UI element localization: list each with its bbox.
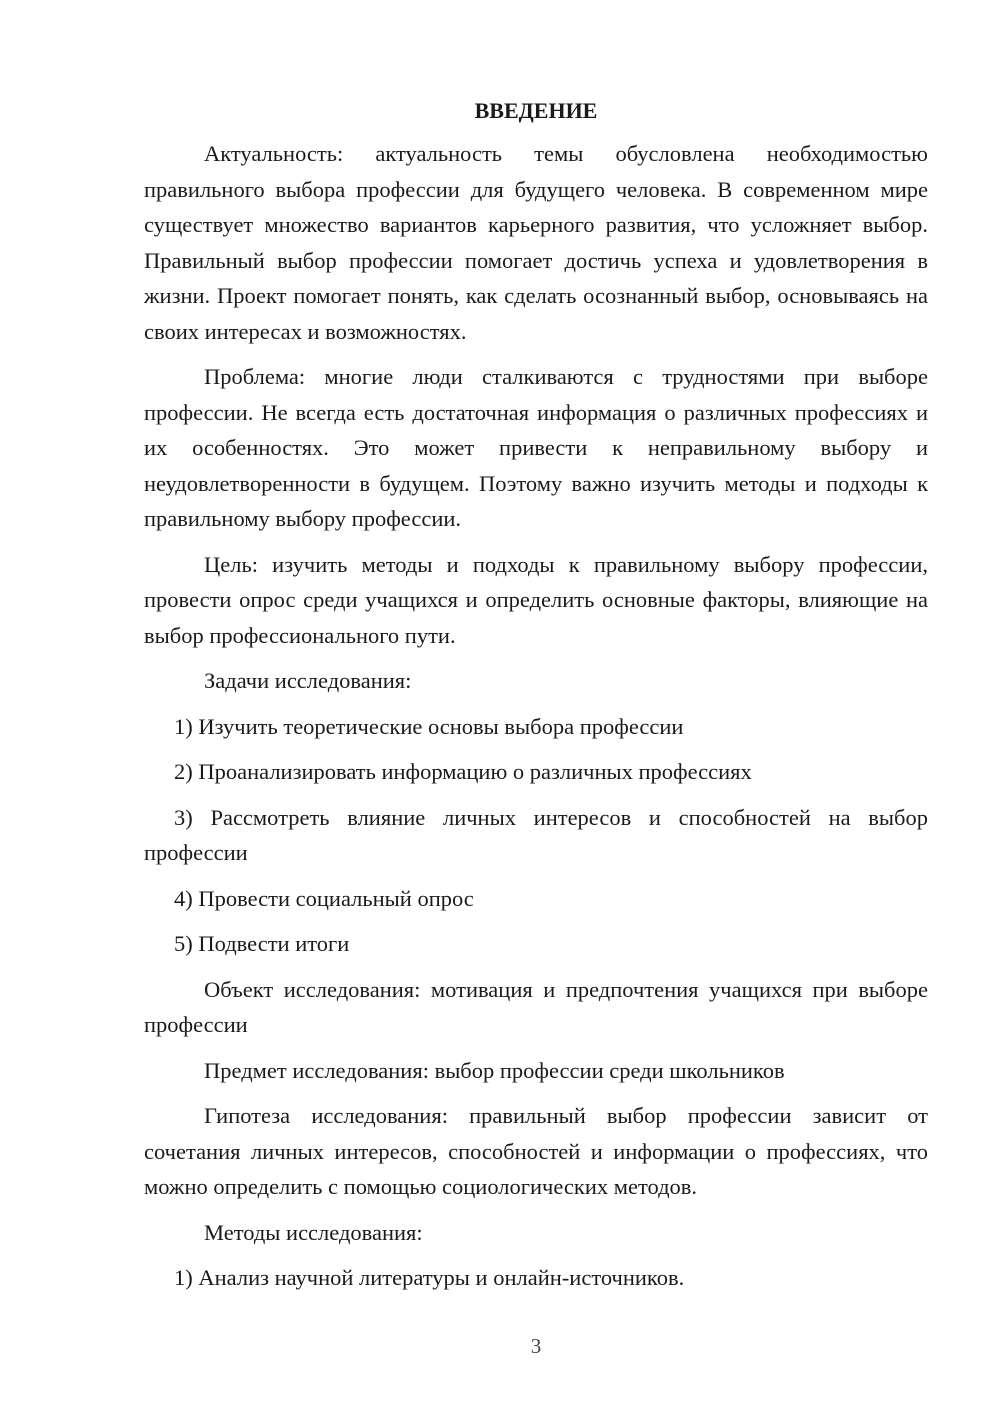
- paragraph-problem: Проблема: многие люди сталкиваются с трудностями при выборе профессии. Не всегда есть достаточная информация о различных профессиях и их особенностях. Это может привести к неправильному выбору и неудовлетворенности в будущем. Поэтому важно изучить методы и подходы к правильному выбору профессии.: [144, 364, 928, 531]
- task-item: 2) Проанализировать информацию о различных профессиях: [174, 759, 752, 784]
- task-item: 1) Изучить теоретические основы выбора профессии: [174, 713, 684, 739]
- tasks-heading: Задачи исследования:: [204, 668, 412, 693]
- paragraph-object: Объект исследования: мотивация и предпочтения учащихся при выборе профессии: [144, 976, 928, 1037]
- paragraph-hypothesis: Гипотеза исследования: правильный выбор профессии зависит от сочетания личных интересов, способностей и информации о профессиях, что можно определить с помощью социологических методов.: [144, 1103, 928, 1199]
- task-item: 3) Рассмотреть влияние личных интересов и способностей на выбор профессии: [144, 804, 928, 865]
- page-content: [144, 96, 928, 1306]
- task-item: 4) Провести социальный опрос: [174, 885, 474, 911]
- paragraph-goal: Цель: изучить методы и подходы к правильному выбору профессии, провести опрос среди учащихся и определить основные факторы, влияющие на выбор профессионального пути.: [144, 551, 928, 648]
- task-item: 5) Подвести итоги: [174, 931, 350, 956]
- page-number: 3: [530, 1334, 542, 1358]
- paragraph-subject: Предмет исследования: выбор профессии среди школьников: [204, 1057, 785, 1083]
- methods-heading: Методы исследования:: [204, 1219, 423, 1245]
- page-title: ВВЕДЕНИЕ: [474, 98, 598, 123]
- method-item: 1) Анализ научной литературы и онлайн-источников.: [174, 1265, 685, 1290]
- paragraph-relevance: Актуальность: актуальность темы обусловлена необходимостью правильного выбора профессии для будущего человека. В современном мире существует множество вариантов карьерного развития, что усложняет выбор. Правильный выбор профессии помогает достичь успеха и удовлетворения в жизни. Проект помогает понять, как сделать осознанный выбор, основываясь на своих интересах и возможностях.: [144, 141, 928, 344]
